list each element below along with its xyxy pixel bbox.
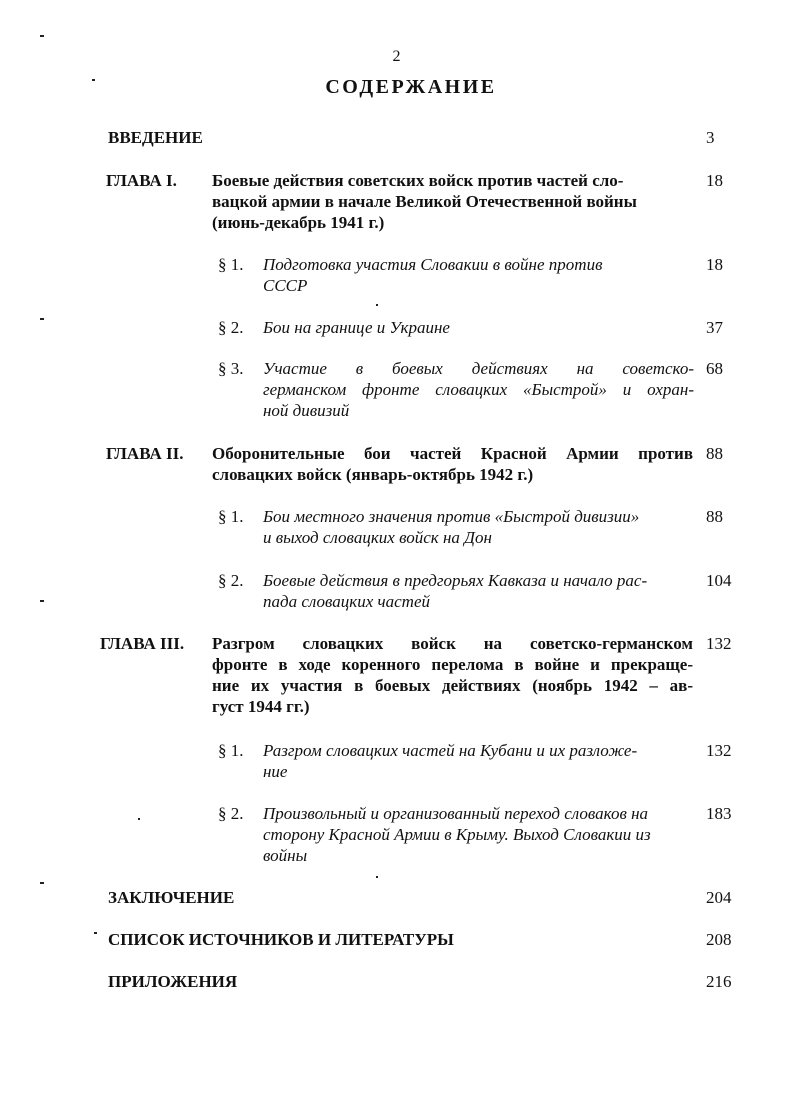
section-1-1-page: 18 — [706, 255, 723, 274]
section-1-2-number: § 2. — [218, 318, 244, 337]
section-3-2-title — [263, 803, 703, 866]
section-line: Боевые действия в предгорьях Кавказа и начало рас- — [263, 571, 648, 590]
section-line: СССР — [263, 276, 308, 295]
section-line: войны — [263, 846, 308, 865]
chapter-3-page: 132 — [706, 634, 732, 653]
section-line: Участие в боевых действиях на советско- — [263, 359, 694, 378]
scan-speck — [138, 818, 140, 820]
section-3-1-number: § 1. — [218, 741, 244, 760]
section-3-1-page: 132 — [706, 741, 732, 760]
section-line: пада словацких частей — [263, 592, 431, 611]
section-2-2-title — [263, 570, 694, 612]
chapter-1-title-line: (июнь-декабрь 1941 г.) — [212, 213, 385, 232]
section-line: Подготовка участия Словакии в войне против — [263, 255, 603, 274]
page-title: СОДЕРЖАНИЕ — [325, 76, 497, 98]
section-2-2-page: 104 — [706, 571, 732, 590]
scan-speck — [40, 318, 44, 320]
section-1-1-title — [263, 254, 694, 296]
section-1-2-page: 37 — [706, 318, 723, 337]
chapter-1-title-line: Боевые действия советских войск против частей сло- — [212, 171, 624, 190]
scan-speck — [376, 304, 378, 306]
scan-speck — [94, 932, 97, 934]
chapter-3-title — [212, 633, 693, 717]
chapter-3-title-line: Разгром словацких войск на советско-германском — [212, 634, 693, 653]
chapter-2-title-line: Оборонительные бои частей Красной Армии против — [212, 444, 693, 463]
chapter-2-label: ГЛАВА II. — [106, 444, 184, 463]
toc-intro-label: ВВЕДЕНИЕ — [108, 128, 203, 147]
section-2-1-page: 88 — [706, 507, 723, 526]
section-1-3-title — [263, 358, 694, 421]
toc-appendices-page: 216 — [706, 972, 732, 991]
section-line: ной дивизий — [263, 401, 350, 420]
section-1-1-number: § 1. — [218, 255, 244, 274]
chapter-3-title-line: густ 1944 гг.) — [212, 697, 310, 716]
section-line: Бои местного значения против «Быстрой дивизии» — [263, 507, 640, 526]
section-2-1-number: § 1. — [218, 507, 244, 526]
section-3-2-number: § 2. — [218, 804, 244, 823]
section-1-3-number: § 3. — [218, 359, 244, 378]
section-line: ние — [263, 762, 288, 781]
chapter-1-label: ГЛАВА I. — [106, 171, 177, 190]
chapter-3-title-line: ние их участия в боевых действиях (ноябрь 1942 – ав- — [212, 676, 693, 695]
section-line: и выход словацких войск на Дон — [263, 528, 492, 547]
page-number: 2 — [392, 48, 401, 65]
toc-conclusion-label: ЗАКЛЮЧЕНИЕ — [108, 888, 235, 907]
section-2-1-title — [263, 506, 694, 548]
toc-sources-page: 208 — [706, 930, 732, 949]
chapter-1-page: 18 — [706, 171, 723, 190]
scan-speck — [40, 600, 44, 602]
chapter-2-title-line: словацких войск (январь-октябрь 1942 г.) — [212, 465, 534, 484]
section-line: Разгром словацких частей на Кубани и их разложе- — [263, 741, 638, 760]
section-line: сторону Красной Армии в Крыму. Выход Словакии из — [263, 825, 651, 844]
chapter-2-page: 88 — [706, 444, 723, 463]
section-3-2-page: 183 — [706, 804, 732, 823]
toc-appendices-label: ПРИЛОЖЕНИЯ — [108, 972, 238, 991]
section-3-1-title — [263, 740, 694, 782]
chapter-3-label: ГЛАВА III. — [100, 634, 185, 653]
toc-sources-label: СПИСОК ИСТОЧНИКОВ И ЛИТЕРАТУРЫ — [108, 930, 454, 949]
section-1-2-title — [263, 317, 694, 338]
section-line: германском фронте словацких «Быстрой» и охран- — [263, 380, 694, 399]
chapter-1-title — [212, 170, 693, 233]
scan-speck — [40, 882, 44, 884]
chapter-1-title-line: вацкой армии в начале Великой Отечественной войны — [212, 192, 637, 211]
scan-speck — [376, 876, 378, 878]
section-2-2-number: § 2. — [218, 571, 244, 590]
chapter-2-title — [212, 443, 693, 485]
toc-conclusion-page: 204 — [706, 888, 732, 907]
toc-intro-page: 3 — [706, 128, 715, 147]
section-1-3-page: 68 — [706, 359, 723, 378]
section-line: Произвольный и организованный переход словаков на — [263, 804, 649, 823]
scan-speck — [40, 35, 44, 37]
chapter-3-title-line: фронте в ходе коренного перелома в войне и прекраще- — [212, 655, 693, 674]
section-line: Бои на границе и Украине — [263, 318, 450, 337]
